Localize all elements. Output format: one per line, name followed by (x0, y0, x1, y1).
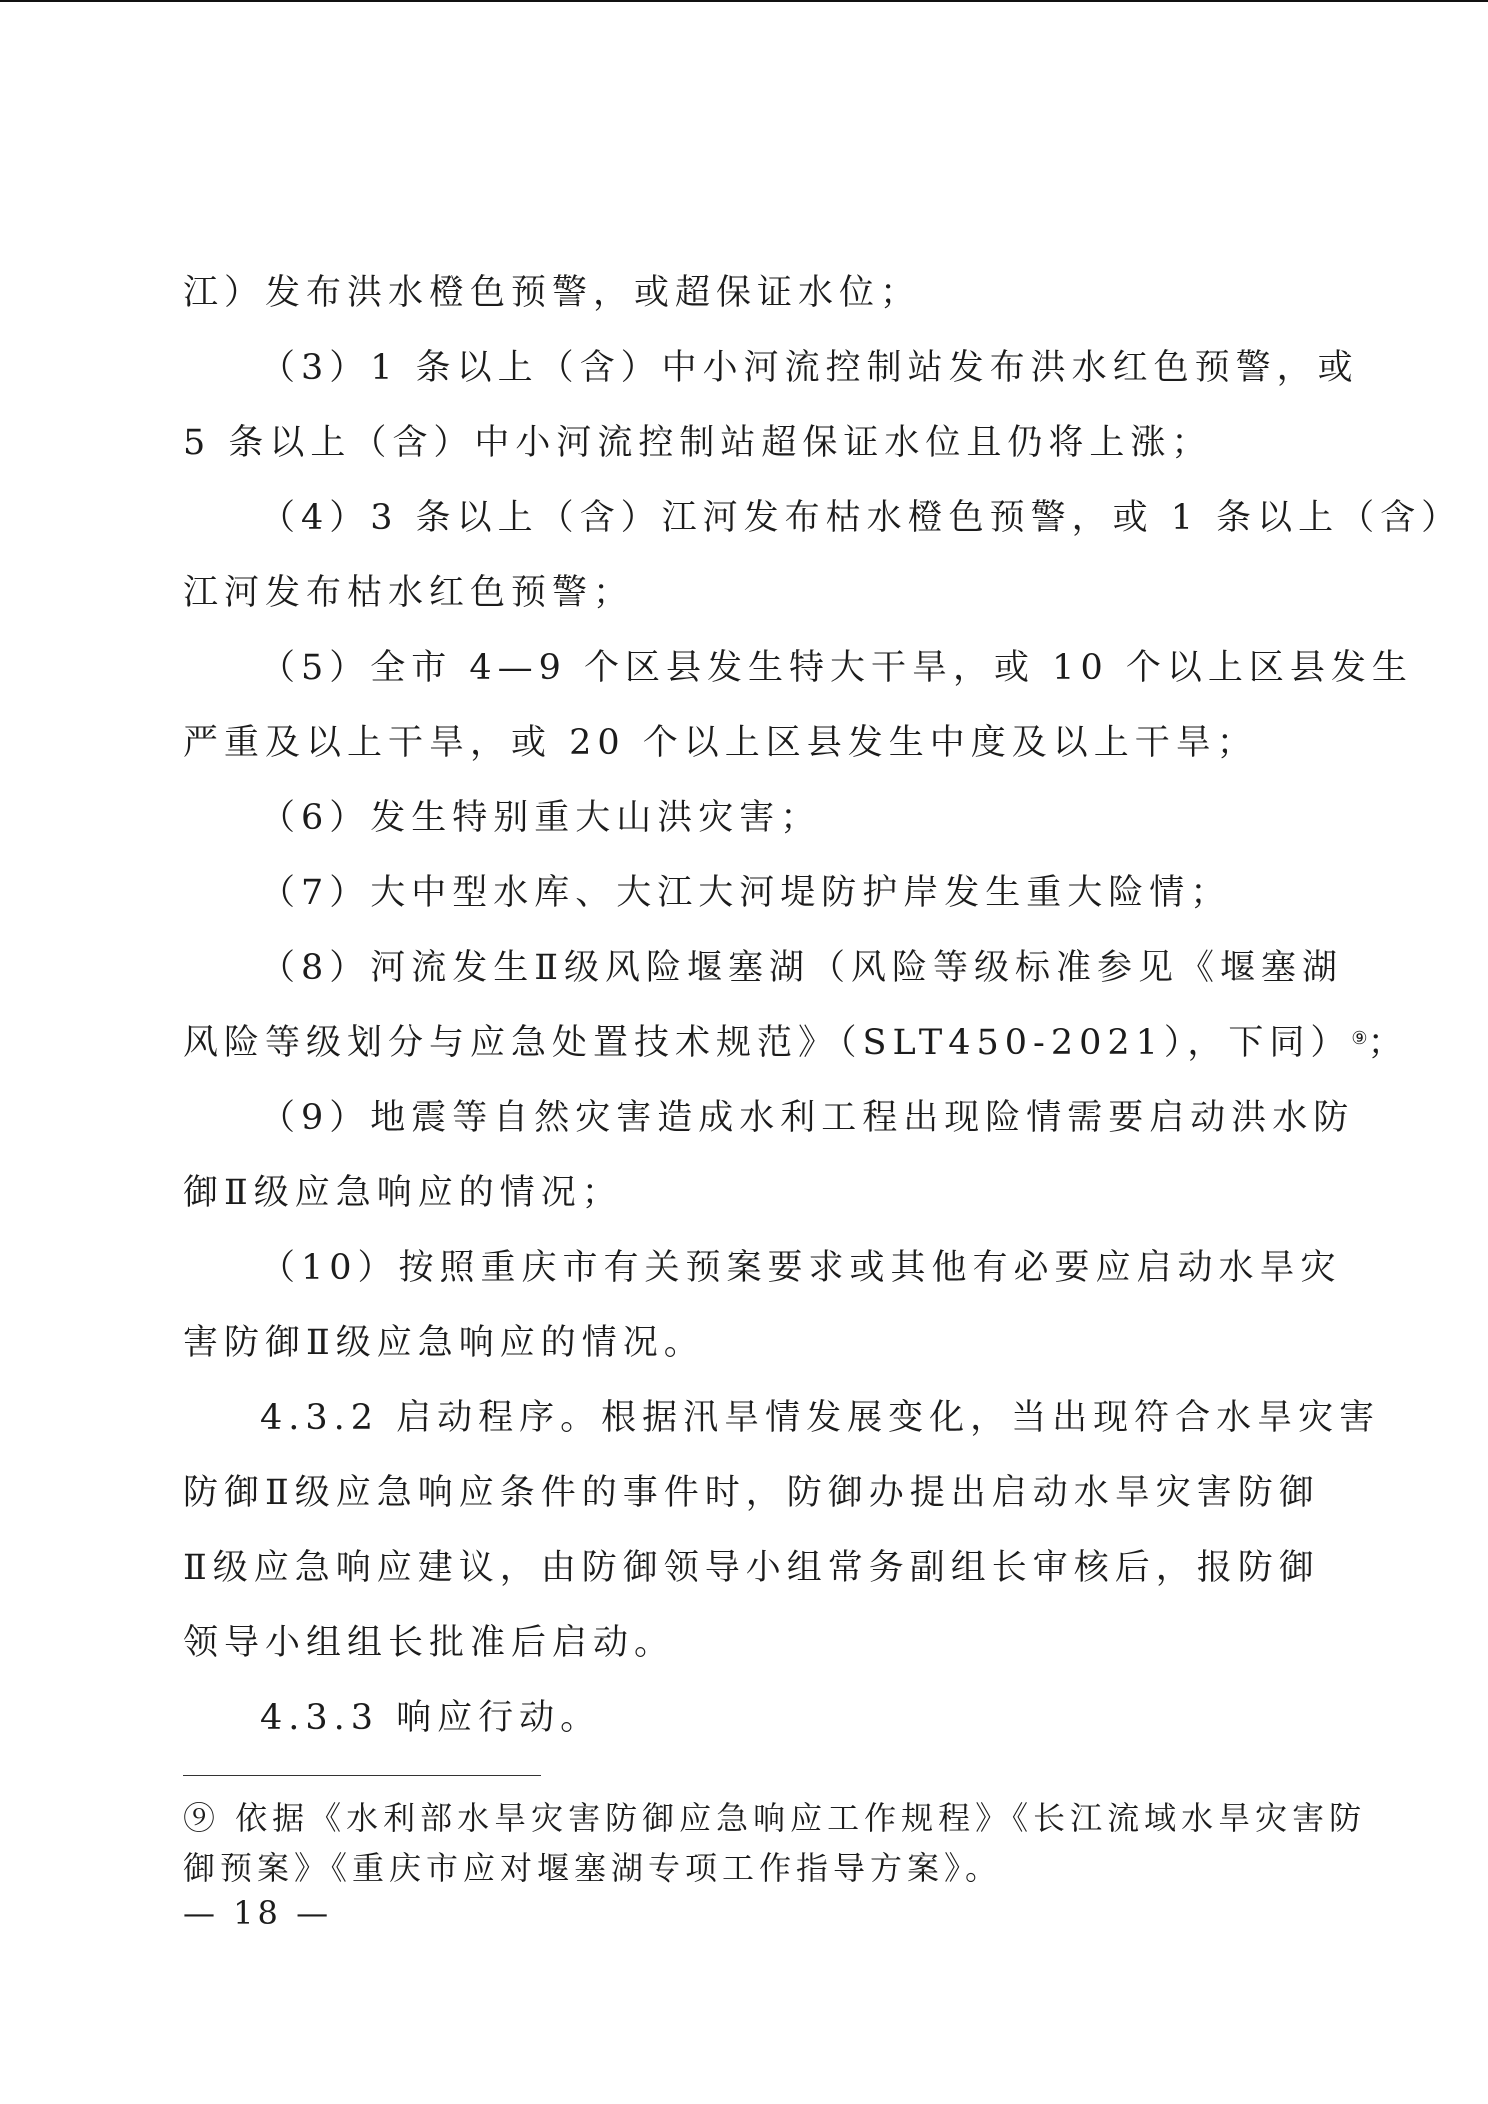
body-line: 领导小组组长批准后启动。 (183, 1623, 676, 1663)
footnote-line: ⑨ 依据《水利部水旱灾害防御应急响应工作规程》《长江流域水旱灾害防 (183, 1799, 1367, 1837)
body-line: 4.3.2 启动程序。根据汛旱情发展变化，当出现符合水旱灾害 (260, 1398, 1381, 1438)
body-line: 4.3.3 响应行动。 (260, 1698, 602, 1738)
body-line: （10）按照重庆市有关预案要求或其他有必要应启动水旱灾 (260, 1248, 1342, 1288)
body-line: 江）发布洪水橙色预警，或超保证水位； (183, 273, 922, 313)
body-line: 江河发布枯水红色预警； (183, 573, 635, 613)
body-line: 御Ⅱ级应急响应的情况； (183, 1173, 623, 1213)
body-line: （8）河流发生Ⅱ级风险堰塞湖（风险等级标准参见《堰塞湖 (260, 948, 1344, 988)
body-line: Ⅱ级应急响应建议，由防御领导小组常务副组长审核后，报防御 (183, 1548, 1320, 1588)
body-line: 风险等级划分与应急处置技术规范》（SLT450-2021），下同）⑨； (183, 1023, 1409, 1063)
body-line: 5 条以上（含）中小河流控制站超保证水位且仍将上涨； (183, 423, 1213, 463)
footnote-divider (183, 1775, 541, 1776)
page-top-border (0, 0, 1488, 2)
body-line: （3）1 条以上（含）中小河流控制站发布洪水红色预警，或 (260, 348, 1359, 388)
body-line: （9）地震等自然灾害造成水利工程出现险情需要启动洪水防 (260, 1098, 1355, 1138)
body-line: （7）大中型水库、大江大河堤防护岸发生重大险情； (260, 873, 1232, 913)
footnote-reference: ⑨ (1351, 1028, 1368, 1049)
body-line: （4）3 条以上（含）江河发布枯水橙色预警，或 1 条以上（含） (260, 498, 1463, 538)
body-line: （6）发生特别重大山洪灾害； (260, 798, 822, 838)
footnote-line: 御预案》《重庆市应对堰塞湖专项工作指导方案》。 (183, 1849, 1003, 1887)
page-number: — 18 — (183, 1894, 333, 1932)
body-line: 害防御Ⅱ级应急响应的情况。 (183, 1323, 705, 1363)
body-line: 严重及以上干旱，或 20 个以上区县发生中度及以上干旱； (183, 723, 1258, 763)
body-line: （5）全市 4—9 个区县发生特大干旱，或 10 个以上区县发生 (260, 648, 1413, 688)
body-line: 防御Ⅱ级应急响应条件的事件时，防御办提出启动水旱灾害防御 (183, 1473, 1320, 1513)
